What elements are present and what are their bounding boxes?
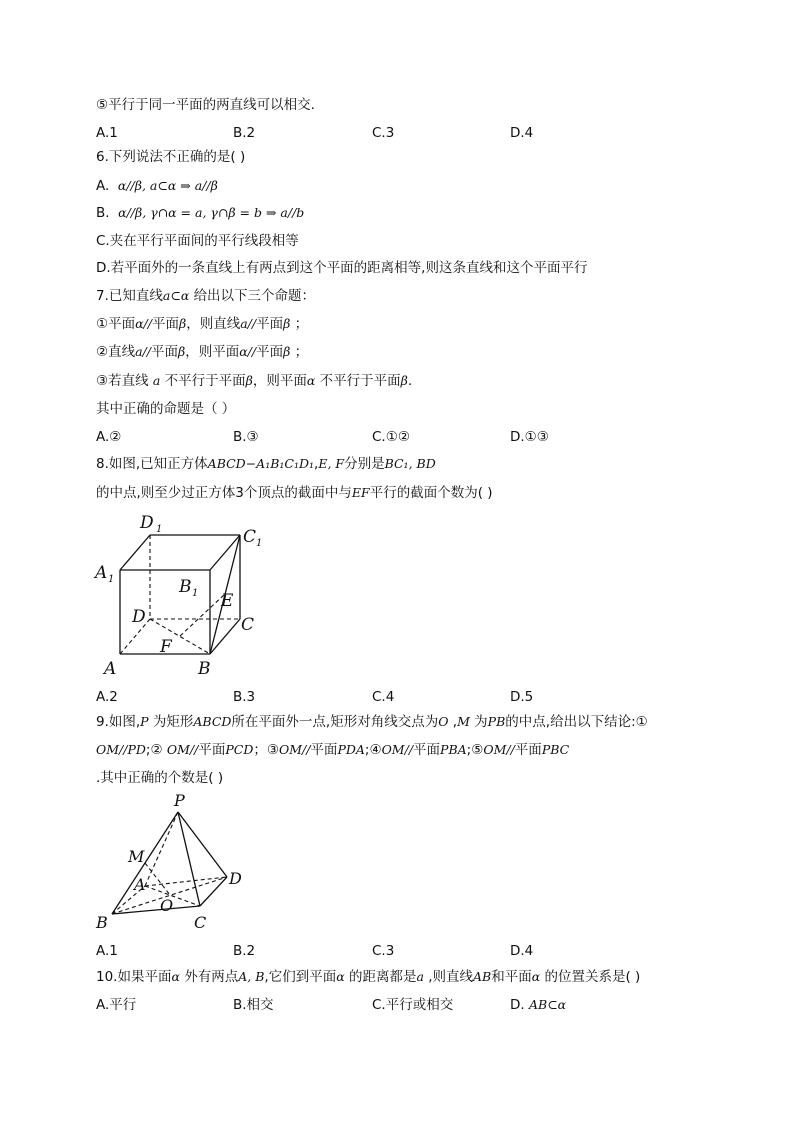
q5-option-b: B.2 [233,125,256,141]
q9-label-c: C [194,913,207,932]
q8-label-d1: D [140,513,154,533]
q6-option-d: D.若平面外的一条直线上有两点到这个平面的距离相等,则这条直线和这个平面平行 [96,260,588,276]
q9-label-o: O [160,896,174,915]
q8-cube-figure [90,508,270,683]
q10-option-c: C.平行或相交 [372,997,454,1013]
q9-label-m: M [128,847,145,866]
q9-option-a: A.1 [96,943,118,959]
q5-option-c: C.3 [372,125,395,141]
q8-option-c: C.4 [372,689,395,705]
q7-stem: 7.已知直线a⊂α 给出以下三个命题： [96,288,316,304]
q10-option-d: D. AB⊂α [510,997,567,1013]
q8-option-b: B.3 [233,689,256,705]
q9-pyramid-figure [90,790,260,940]
q7-proposition-2: ②直线a//平面β，则平面α//平面β ； [96,344,309,360]
q8-label-b: B [198,659,211,679]
q7-ask: 其中正确的命题是（ ） [96,401,236,417]
q7-proposition-3: ③若直线 a 不平行于平面β，则平面α 不平行于平面β. [96,373,413,389]
q9-label-d: D [229,869,242,888]
q8-label-c: C [241,615,255,635]
q7-option-b: B.③ [233,429,259,445]
q8-label-b1: B [179,577,192,597]
q8-label-d: D [132,607,146,627]
q10-stem: 10.如果平面α 外有两点A, B,它们到平面α 的距离都是a ,则直线AB和平面α 的位置关系是( ) [96,969,641,985]
q8-option-d: D.5 [510,689,534,705]
q8-option-a: A.2 [96,689,118,705]
q5-option-d: D.4 [510,125,534,141]
q6-stem: 6.下列说法不正确的是( ) [96,149,246,165]
q9-option-c: C.3 [372,943,395,959]
q7-option-c: C.①② [372,429,410,445]
q8-label-e: E [221,591,234,611]
q6-option-b: B. α//β, γ∩α = a, γ∩β = b ⇒ a//b [96,205,305,221]
q6-option-c: C.夹在平行平面间的平行线段相等 [96,233,299,249]
svg-text:1: 1 [192,588,199,599]
q9-option-d: D.4 [510,943,534,959]
q7-option-d: D.①③ [510,429,549,445]
svg-text:1: 1 [256,538,263,549]
q5-item5: ⑤平行于同一平面的两直线可以相交. [96,97,315,113]
q9-ask: .其中正确的个数是( ) [96,770,224,786]
q9-option-b: B.2 [233,943,256,959]
q8-label-a: A [104,659,117,679]
q8-stem-line2: 的中点,则至少过正方体3个顶点的截面中与EF平行的截面个数为( ) [96,485,493,501]
q10-option-b: B.相交 [233,997,274,1013]
q6-option-a: A. α//β, a⊂α ⇒ a//β [96,178,218,194]
q9-stem: 9.如图,P 为矩形ABCD所在平面外一点,矩形对角线交点为O ,M 为PB的中点,给出以下结论:① [96,714,648,730]
q6-option-b-math: α//β, γ∩α = a, γ∩β = b ⇒ a//b [118,205,305,220]
q9-label-p: P [174,791,185,810]
q9-label-b: B [96,913,108,932]
q8-label-c1: C [243,527,257,547]
q7-proposition-1: ①平面α//平面β，则直线a//平面β ； [96,316,309,332]
q7-option-a: A.② [96,429,122,445]
q6-option-a-math: α//β, a⊂α ⇒ a//β [117,178,218,193]
svg-text:1: 1 [156,524,163,535]
q5-option-a: A.1 [96,125,118,141]
q8-label-f: F [160,637,172,657]
q9-label-a: A [134,875,146,894]
svg-text:1: 1 [108,574,115,585]
q8-label-a1: A [95,563,108,583]
q8-stem: 8.如图,已知正方体ABCD−A₁B₁C₁D₁,E, F分别是BC₁, BD [96,456,436,472]
q10-option-a: A.平行 [96,997,137,1013]
q9-conclusions: OM//PD;② OM//平面PCD；③OM//平面PDA;④OM//平面PBA;⑤OM//平面PBC [96,742,570,758]
